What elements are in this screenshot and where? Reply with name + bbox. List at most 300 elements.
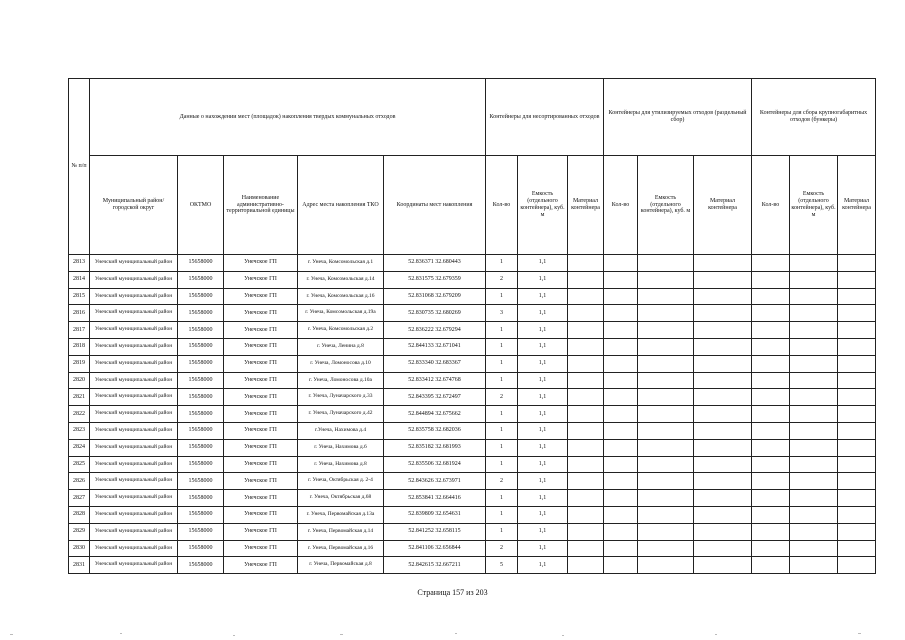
bulky-capacity: [790, 322, 838, 339]
site-coordinates: 52.839809 32.654631: [384, 506, 486, 523]
bulky-count: [752, 305, 790, 322]
bulky-count: [752, 456, 790, 473]
bulky-material: [838, 355, 876, 372]
site-address: г. Унеча, Октябрьская д.68: [298, 490, 384, 507]
bulky-count: [752, 255, 790, 272]
sorted-count: [604, 540, 638, 557]
unsorted-count: 1: [486, 439, 518, 456]
sorted-material: [694, 540, 752, 557]
row-number: 2828: [69, 506, 90, 523]
unsorted-material: [568, 439, 604, 456]
sorted-material: [694, 389, 752, 406]
bulky-capacity: [790, 255, 838, 272]
unsorted-capacity: 1,1: [518, 506, 568, 523]
sorted-count: [604, 473, 638, 490]
unsorted-material: [568, 372, 604, 389]
bulky-count: [752, 540, 790, 557]
table-row: [69, 338, 876, 355]
bulky-count: [752, 506, 790, 523]
header-num: № п/п: [69, 79, 90, 255]
site-coordinates: 52.833340 32.683367: [384, 355, 486, 372]
unsorted-material: [568, 540, 604, 557]
row-number: 2822: [69, 406, 90, 423]
unsorted-capacity: 1,1: [518, 473, 568, 490]
sorted-capacity: [638, 338, 694, 355]
site-coordinates: 52.831068 32.679209: [384, 288, 486, 305]
unsorted-material: [568, 389, 604, 406]
admin-unit: Унечское ГП: [224, 271, 298, 288]
bulky-count: [752, 288, 790, 305]
bulky-material: [838, 255, 876, 272]
unsorted-capacity: 1,1: [518, 372, 568, 389]
site-coordinates: 52.836222 32.679294: [384, 322, 486, 339]
site-address: г. Унеча, Комсомольская д.16: [298, 288, 384, 305]
unsorted-capacity: 1,1: [518, 288, 568, 305]
oktmo-code: 15658000: [178, 506, 224, 523]
site-coordinates: 52.841106 32.656844: [384, 540, 486, 557]
sorted-count: [604, 557, 638, 574]
unsorted-count: 1: [486, 456, 518, 473]
bulky-count: [752, 322, 790, 339]
waste-sites-table: [68, 78, 876, 574]
table-row: [69, 288, 876, 305]
site-address: г. Унеча, Ломоносова д.10а: [298, 372, 384, 389]
header-coords: Координаты мест накопления: [384, 156, 486, 255]
site-address: г. Унеча, Луначарского д.42: [298, 406, 384, 423]
unsorted-capacity: 1,1: [518, 422, 568, 439]
municipal-district: Унечский муниципальный район: [90, 406, 178, 423]
sorted-material: [694, 305, 752, 322]
bulky-material: [838, 473, 876, 490]
oktmo-code: 15658000: [178, 422, 224, 439]
bulky-capacity: [790, 439, 838, 456]
table-row: [69, 557, 876, 574]
unsorted-material: [568, 271, 604, 288]
sorted-count: [604, 523, 638, 540]
table-row: [69, 439, 876, 456]
sorted-count: [604, 271, 638, 288]
site-coordinates: 52.835506 32.681924: [384, 456, 486, 473]
bulky-capacity: [790, 389, 838, 406]
table-row: [69, 406, 876, 423]
header-address: Адрес места накопления ТКО: [298, 156, 384, 255]
bulky-material: [838, 557, 876, 574]
table-row: [69, 305, 876, 322]
bulky-count: [752, 406, 790, 423]
table-row: [69, 456, 876, 473]
header-unsorted-capacity: Емкость (отдельного контейнера), куб. м: [518, 156, 568, 255]
bulky-material: [838, 490, 876, 507]
bulky-material: [838, 506, 876, 523]
site-address: г. Унеча, Комсомольская д.2: [298, 322, 384, 339]
unsorted-capacity: 1,1: [518, 271, 568, 288]
unsorted-material: [568, 406, 604, 423]
sorted-material: [694, 523, 752, 540]
header-sorted-material: Материал контейнера: [694, 156, 752, 255]
municipal-district: Унечский муниципальный район: [90, 473, 178, 490]
sorted-capacity: [638, 322, 694, 339]
unsorted-capacity: 1,1: [518, 406, 568, 423]
bulky-capacity: [790, 473, 838, 490]
unsorted-material: [568, 355, 604, 372]
site-coordinates: 52.835182 32.681993: [384, 439, 486, 456]
sorted-capacity: [638, 406, 694, 423]
unsorted-capacity: 1,1: [518, 557, 568, 574]
sorted-capacity: [638, 288, 694, 305]
admin-unit: Унечское ГП: [224, 439, 298, 456]
bulky-count: [752, 557, 790, 574]
municipal-district: Унечский муниципальный район: [90, 322, 178, 339]
sorted-capacity: [638, 540, 694, 557]
bulky-count: [752, 355, 790, 372]
header-bulky-capacity: Емкость (отдельного контейнера), куб. м: [790, 156, 838, 255]
row-number: 2821: [69, 389, 90, 406]
unsorted-capacity: 1,1: [518, 456, 568, 473]
sorted-count: [604, 389, 638, 406]
oktmo-code: 15658000: [178, 322, 224, 339]
oktmo-code: 15658000: [178, 288, 224, 305]
table-row: [69, 506, 876, 523]
site-address: г. Унеча, Ломоносова д.10: [298, 355, 384, 372]
row-number: 2831: [69, 557, 90, 574]
unsorted-material: [568, 523, 604, 540]
site-coordinates: 52.831575 32.679359: [384, 271, 486, 288]
row-number: 2814: [69, 271, 90, 288]
unsorted-material: [568, 255, 604, 272]
bulky-capacity: [790, 557, 838, 574]
municipal-district: Унечский муниципальный район: [90, 439, 178, 456]
sorted-capacity: [638, 305, 694, 322]
site-address: г. Унеча, Первомайская д.14: [298, 523, 384, 540]
table-row: [69, 322, 876, 339]
bulky-material: [838, 271, 876, 288]
unsorted-material: [568, 473, 604, 490]
waste-sites-table-page: [68, 78, 876, 574]
municipal-district: Унечский муниципальный район: [90, 389, 178, 406]
header-group-sorted: Контейнеры для утилизируемых отходов (раздельный сбор): [604, 79, 752, 156]
admin-unit: Унечское ГП: [224, 540, 298, 557]
unsorted-capacity: 1,1: [518, 255, 568, 272]
oktmo-code: 15658000: [178, 255, 224, 272]
table-row: [69, 540, 876, 557]
unsorted-count: 1: [486, 372, 518, 389]
admin-unit: Унечское ГП: [224, 523, 298, 540]
site-address: г. Унеча, Нахимова д.6: [298, 439, 384, 456]
admin-unit: Унечское ГП: [224, 305, 298, 322]
sorted-capacity: [638, 490, 694, 507]
sorted-material: [694, 372, 752, 389]
bulky-count: [752, 389, 790, 406]
sorted-count: [604, 355, 638, 372]
row-number: 2819: [69, 355, 90, 372]
row-number: 2813: [69, 255, 90, 272]
unsorted-material: [568, 305, 604, 322]
oktmo-code: 15658000: [178, 305, 224, 322]
bulky-count: [752, 490, 790, 507]
municipal-district: Унечский муниципальный район: [90, 271, 178, 288]
row-number: 2827: [69, 490, 90, 507]
table-row: [69, 271, 876, 288]
unsorted-count: 1: [486, 422, 518, 439]
unsorted-count: 3: [486, 305, 518, 322]
admin-unit: Унечское ГП: [224, 506, 298, 523]
site-coordinates: 52.853841 32.664416: [384, 490, 486, 507]
site-address: г. Унеча, Комсомольская д.1: [298, 255, 384, 272]
unsorted-count: 1: [486, 255, 518, 272]
unsorted-count: 1: [486, 288, 518, 305]
unsorted-material: [568, 338, 604, 355]
table-row: [69, 473, 876, 490]
sorted-material: [694, 456, 752, 473]
sorted-capacity: [638, 389, 694, 406]
sorted-capacity: [638, 271, 694, 288]
oktmo-code: 15658000: [178, 557, 224, 574]
site-coordinates: 52.830735 32.680269: [384, 305, 486, 322]
bulky-material: [838, 322, 876, 339]
table-row: [69, 422, 876, 439]
sorted-capacity: [638, 523, 694, 540]
unsorted-capacity: 1,1: [518, 338, 568, 355]
bulky-capacity: [790, 540, 838, 557]
municipal-district: Унечский муниципальный район: [90, 288, 178, 305]
admin-unit: Унечское ГП: [224, 322, 298, 339]
row-number: 2826: [69, 473, 90, 490]
header-unsorted-count: Кол-во: [486, 156, 518, 255]
header-group-unsorted: Контейнеры для несортированных отходов: [486, 79, 604, 156]
sorted-material: [694, 473, 752, 490]
header-sorted-capacity: Емкость (отдельного контейнера), куб. м: [638, 156, 694, 255]
admin-unit: Унечское ГП: [224, 406, 298, 423]
row-number: 2818: [69, 338, 90, 355]
site-coordinates: 52.844894 32.675662: [384, 406, 486, 423]
sorted-material: [694, 406, 752, 423]
unsorted-count: 2: [486, 271, 518, 288]
table-row: [69, 355, 876, 372]
bulky-material: [838, 406, 876, 423]
sorted-capacity: [638, 439, 694, 456]
oktmo-code: 15658000: [178, 540, 224, 557]
sorted-capacity: [638, 456, 694, 473]
oktmo-code: 15658000: [178, 389, 224, 406]
header-municipal: Муниципальный район/городской округ: [90, 156, 178, 255]
unsorted-capacity: 1,1: [518, 523, 568, 540]
table-row: [69, 523, 876, 540]
municipal-district: Унечский муниципальный район: [90, 540, 178, 557]
unsorted-capacity: 1,1: [518, 355, 568, 372]
admin-unit: Унечское ГП: [224, 372, 298, 389]
site-coordinates: 52.836371 32.680443: [384, 255, 486, 272]
site-coordinates: 52.833412 32.674768: [384, 372, 486, 389]
sorted-material: [694, 255, 752, 272]
municipal-district: Унечский муниципальный район: [90, 506, 178, 523]
bulky-count: [752, 439, 790, 456]
unsorted-material: [568, 322, 604, 339]
unsorted-material: [568, 422, 604, 439]
site-coordinates: 52.842615 32.667211: [384, 557, 486, 574]
oktmo-code: 15658000: [178, 355, 224, 372]
bulky-material: [838, 456, 876, 473]
bulky-capacity: [790, 506, 838, 523]
sorted-capacity: [638, 473, 694, 490]
oktmo-code: 15658000: [178, 456, 224, 473]
row-number: 2823: [69, 422, 90, 439]
bulky-capacity: [790, 490, 838, 507]
bulky-capacity: [790, 288, 838, 305]
table-body: [69, 255, 876, 574]
municipal-district: Унечский муниципальный район: [90, 255, 178, 272]
site-coordinates: 52.843395 32.672497: [384, 389, 486, 406]
site-address: г. Унеча, Первомайская д.16: [298, 540, 384, 557]
row-number: 2825: [69, 456, 90, 473]
sorted-count: [604, 406, 638, 423]
sorted-capacity: [638, 355, 694, 372]
sorted-count: [604, 305, 638, 322]
site-address: г. Унеча, Комсомольская д.14: [298, 271, 384, 288]
site-coordinates: 52.835758 32.682036: [384, 422, 486, 439]
municipal-district: Унечский муниципальный район: [90, 456, 178, 473]
sorted-count: [604, 422, 638, 439]
oktmo-code: 15658000: [178, 523, 224, 540]
site-coordinates: 52.844133 32.671041: [384, 338, 486, 355]
sorted-material: [694, 439, 752, 456]
unsorted-material: [568, 288, 604, 305]
header-admin-unit: Наименование административно-территориальной единицы: [224, 156, 298, 255]
bulky-material: [838, 305, 876, 322]
admin-unit: Унечское ГП: [224, 473, 298, 490]
unsorted-count: 5: [486, 557, 518, 574]
sorted-count: [604, 338, 638, 355]
sorted-material: [694, 506, 752, 523]
row-number: 2829: [69, 523, 90, 540]
unsorted-capacity: 1,1: [518, 389, 568, 406]
sorted-material: [694, 557, 752, 574]
bulky-material: [838, 422, 876, 439]
header-bulky-count: Кол-во: [752, 156, 790, 255]
admin-unit: Унечское ГП: [224, 557, 298, 574]
sorted-count: [604, 288, 638, 305]
municipal-district: Унечский муниципальный район: [90, 338, 178, 355]
bulky-material: [838, 439, 876, 456]
row-number: 2817: [69, 322, 90, 339]
row-number: 2820: [69, 372, 90, 389]
sorted-material: [694, 271, 752, 288]
oktmo-code: 15658000: [178, 271, 224, 288]
sorted-count: [604, 322, 638, 339]
bulky-count: [752, 523, 790, 540]
site-address: г. Унеча, Луначарского д.33: [298, 389, 384, 406]
municipal-district: Унечский муниципальный район: [90, 523, 178, 540]
row-number: 2830: [69, 540, 90, 557]
sorted-capacity: [638, 422, 694, 439]
unsorted-count: 2: [486, 473, 518, 490]
sorted-count: [604, 490, 638, 507]
row-number: 2815: [69, 288, 90, 305]
admin-unit: Унечское ГП: [224, 338, 298, 355]
sorted-material: [694, 355, 752, 372]
unsorted-capacity: 1,1: [518, 439, 568, 456]
bulky-material: [838, 523, 876, 540]
municipal-district: Унечский муниципальный район: [90, 372, 178, 389]
page-number: Страница 157 из 203: [417, 588, 488, 597]
site-address: г.Унеча, Нахимова д.4: [298, 422, 384, 439]
header-bulky-material: Материал контейнера: [838, 156, 876, 255]
bulky-material: [838, 372, 876, 389]
bulky-count: [752, 473, 790, 490]
sorted-material: [694, 288, 752, 305]
sorted-material: [694, 490, 752, 507]
admin-unit: Унечское ГП: [224, 456, 298, 473]
oktmo-code: 15658000: [178, 372, 224, 389]
oktmo-code: 15658000: [178, 338, 224, 355]
bulky-material: [838, 540, 876, 557]
table-row: [69, 372, 876, 389]
unsorted-count: 2: [486, 389, 518, 406]
sorted-capacity: [638, 506, 694, 523]
unsorted-capacity: 1,1: [518, 540, 568, 557]
unsorted-count: 1: [486, 506, 518, 523]
bulky-capacity: [790, 305, 838, 322]
sorted-capacity: [638, 557, 694, 574]
admin-unit: Унечское ГП: [224, 422, 298, 439]
table-row: [69, 490, 876, 507]
bulky-count: [752, 422, 790, 439]
site-address: г. Унеча, Нахимова д.8: [298, 456, 384, 473]
municipal-district: Унечский муниципальный район: [90, 305, 178, 322]
header-unsorted-material: Материал контейнера: [568, 156, 604, 255]
table-row: [69, 255, 876, 272]
site-address: г. Унеча, Ленина д.8: [298, 338, 384, 355]
admin-unit: Унечское ГП: [224, 255, 298, 272]
sorted-capacity: [638, 255, 694, 272]
unsorted-count: 1: [486, 355, 518, 372]
sorted-material: [694, 322, 752, 339]
unsorted-material: [568, 506, 604, 523]
bulky-capacity: [790, 406, 838, 423]
header-group-location: Данные о нахождении мест (площадок) накопления твердых коммунальных отходов: [90, 79, 486, 156]
bulky-capacity: [790, 338, 838, 355]
sorted-count: [604, 456, 638, 473]
header-sorted-count: Кол-во: [604, 156, 638, 255]
bulky-capacity: [790, 523, 838, 540]
row-number: 2816: [69, 305, 90, 322]
sorted-material: [694, 422, 752, 439]
unsorted-count: 1: [486, 490, 518, 507]
unsorted-material: [568, 557, 604, 574]
municipal-district: Унечский муниципальный район: [90, 557, 178, 574]
bulky-capacity: [790, 271, 838, 288]
sorted-capacity: [638, 372, 694, 389]
header-group-bulky: Контейнеры для сбора крупногабаритных отходов (бункеры): [752, 79, 876, 156]
site-address: г. Унеча, Комсомольская д.19а: [298, 305, 384, 322]
sorted-count: [604, 439, 638, 456]
sorted-count: [604, 255, 638, 272]
bulky-count: [752, 271, 790, 288]
unsorted-material: [568, 490, 604, 507]
bulky-capacity: [790, 422, 838, 439]
admin-unit: Унечское ГП: [224, 288, 298, 305]
site-coordinates: 52.841252 32.658115: [384, 523, 486, 540]
municipal-district: Унечский муниципальный район: [90, 422, 178, 439]
sorted-count: [604, 506, 638, 523]
scan-noise: [0, 630, 905, 640]
site-coordinates: 52.843626 32.673971: [384, 473, 486, 490]
site-address: г. Унеча, Первомайская д.13а: [298, 506, 384, 523]
admin-unit: Унечское ГП: [224, 389, 298, 406]
bulky-count: [752, 338, 790, 355]
admin-unit: Унечское ГП: [224, 355, 298, 372]
bulky-material: [838, 338, 876, 355]
bulky-capacity: [790, 355, 838, 372]
